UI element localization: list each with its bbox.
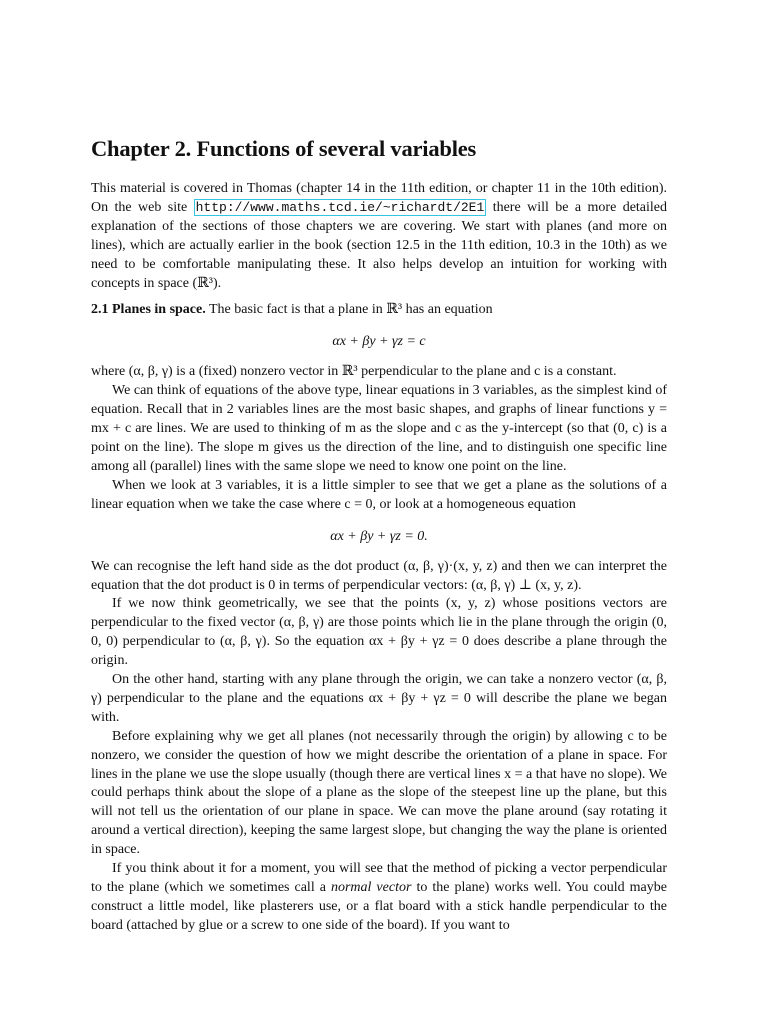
section-lead-paragraph <box>91 301 667 320</box>
paragraph-after-eq1: where (α, β, γ) is a (fixed) nonzero vector in ℝ³ perpendicular to the plane and c is a constant. <box>91 364 617 380</box>
paragraph-dot-product: We can recognise the left hand side as the dot product (α, β, γ)·(x, y, z) and then we can interpret the equation that the dot product is 0 in terms of perpendicular vectors: (α, β, γ) ⊥ (x, y, z). <box>91 558 667 593</box>
paragraph-orientation: Before explaining why we get all planes (not necessarily through the origin) by allowing c to be nonzero, we consider the question of how we might describe the orientation of a plane in space. For lines in the plane we use the slope usually (though there are vertical lines x = a that have no slope). We could perhaps think about the slope of a plane as the slope of the steepest line up the plane, but this will not tell us the orientation of our plane in space. We can move the plane around (say rotating it around a vertical direction), keeping the same largest slope, but changing the way the plane is oriented in space. <box>91 728 667 858</box>
intro-text-start: This material is covered in Thomas (chapter 14 in the 11th edition, or chapter 11 in the 10th edition). On the web site <box>91 181 667 215</box>
chapter-title: Chapter 2. Functions of several variables <box>91 136 477 161</box>
paragraph-linear-equations: We can think of equations of the above type, linear equations in 3 variables, as the simplest kind of equation. Recall that in 2 variables lines are the most basic shapes, and graphs of linear functions y = mx + c are lines. We are used to thinking of m as the slope and c as the y-intercept (so that (0, c) is a point on the line). The slope m gives us the direction of the line, and to distinguish one specific line among all (parallel) lines with the same slope we need to know one point on the line. <box>91 383 667 474</box>
section-lead-text: The basic fact is that a plane in ℝ³ has an equation <box>205 302 493 318</box>
web-site-link[interactable]: http://www.maths.tcd.ie/~richardt/2E1 <box>195 199 485 215</box>
normal-vector-text-start: If you think about it for a moment, you will see that the method of picking a vector perpendicular to the plane (which we sometimes call a <box>91 861 667 895</box>
document-page <box>91 136 667 936</box>
intro-text-end: there will be a more detailed explanation of the sections of those chapters we are covering. We start with planes (and more on lines), which are actually earlier in the book (section 12.5 in the 11th edition, 10.3 in the 10th) as we need to be comfortable manipulating these. It also helps develop an intuition for working with concepts in space (ℝ³). <box>91 199 668 291</box>
equation-plane: αx + βy + γz = c <box>332 334 426 350</box>
paragraph-geometric: If we now think geometrically, we see that the points (x, y, z) whose positions vectors are perpendicular to the fixed vector (α, β, γ) are those points which lie in the plane through the origin (0, 0, 0) perpendicular to (α, β, γ). So the equation αx + βy + γz = 0 does describe a plane through the origin. <box>91 596 667 669</box>
intro-paragraph <box>91 180 667 293</box>
paragraph-three-variables: When we look at 3 variables, it is a little simpler to see that we get a plane as the solutions of a linear equation when we take the case where c = 0, or look at a homogeneous equation <box>91 477 667 512</box>
normal-vector-term: normal vector <box>330 880 412 895</box>
section-heading: 2.1 Planes in space. <box>91 302 206 318</box>
normal-vector-text-end: to the plane) works well. You could maybe construct a little model, like plasterers use, or a flat board with a stick handle perpendicular to the board (attached by glue or a screw to one side of the board). If you want to <box>91 880 667 933</box>
equation-homogeneous: αx + βy + γz = 0. <box>330 528 428 544</box>
paragraph-other-hand: On the other hand, starting with any plane through the origin, we can take a nonzero vector (α, β, γ) perpendicular to the plane and the equations αx + βy + γz = 0 will describe the plane we began with. <box>91 672 667 725</box>
paragraph-normal-vector <box>91 860 667 936</box>
